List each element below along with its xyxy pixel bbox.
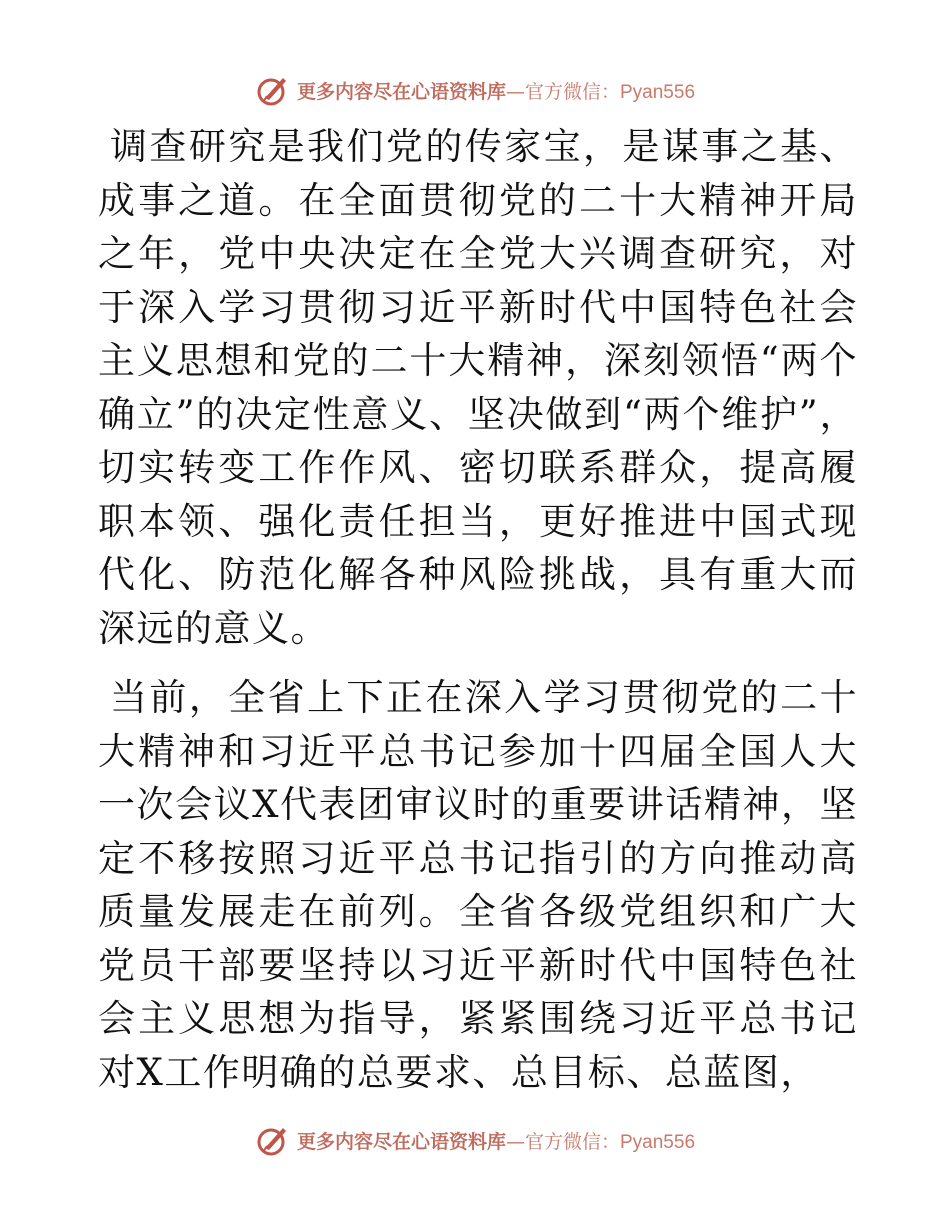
footer-watermark	[0, 1120, 950, 1160]
paragraph-1: 调查研究是我们党的传家宝，是谋事之基、成事之道。在全面贯彻党的二十大精神开局之年，党中央决定在全党大兴调查研究，对于深入学习贯彻习近平新时代中国特色社会主义思想和党的二十大精神，深刻领悟“两个确立”的决定性意义、坚决做到“两个维护”，切实转变工作作风、密切联系群众，提高履职本领、强化责任担当，更好推进中国式现代化、防范化解各种风险挑战，具有重大而深远的意义。	[98, 125, 858, 650]
quill-logo-icon	[255, 1122, 291, 1158]
watermark-contact-id: Pyan556	[620, 81, 696, 103]
watermark-site-text: 更多内容尽在心语资料库	[296, 1130, 506, 1153]
watermark-contact-id: Pyan556	[620, 1131, 696, 1153]
watermark-text	[297, 1127, 695, 1154]
document-body	[98, 120, 858, 1099]
watermark-contact-label: 官方微信：	[524, 80, 620, 103]
watermark-contact-label: 官方微信：	[524, 1130, 620, 1153]
watermark-separator: —	[505, 1130, 525, 1153]
header-watermark	[0, 70, 950, 110]
watermark-separator: —	[505, 80, 525, 103]
quill-logo-icon	[255, 72, 291, 108]
watermark-text	[297, 77, 695, 104]
watermark-site-text: 更多内容尽在心语资料库	[296, 80, 506, 103]
paragraph-2: 当前，全省上下正在深入学习贯彻党的二十大精神和习近平总书记参加十四届全国人大一次会议X代表团审议时的重要讲话精神，坚定不移按照习近平总书记指引的方向推动高质量发展走在前列。全省各级党组织和广大党员干部要坚持以习近平新时代中国特色社会主义思想为指导，紧紧围绕习近平总书记对X工作明确的总要求、总目标、总蓝图，	[98, 676, 858, 1094]
